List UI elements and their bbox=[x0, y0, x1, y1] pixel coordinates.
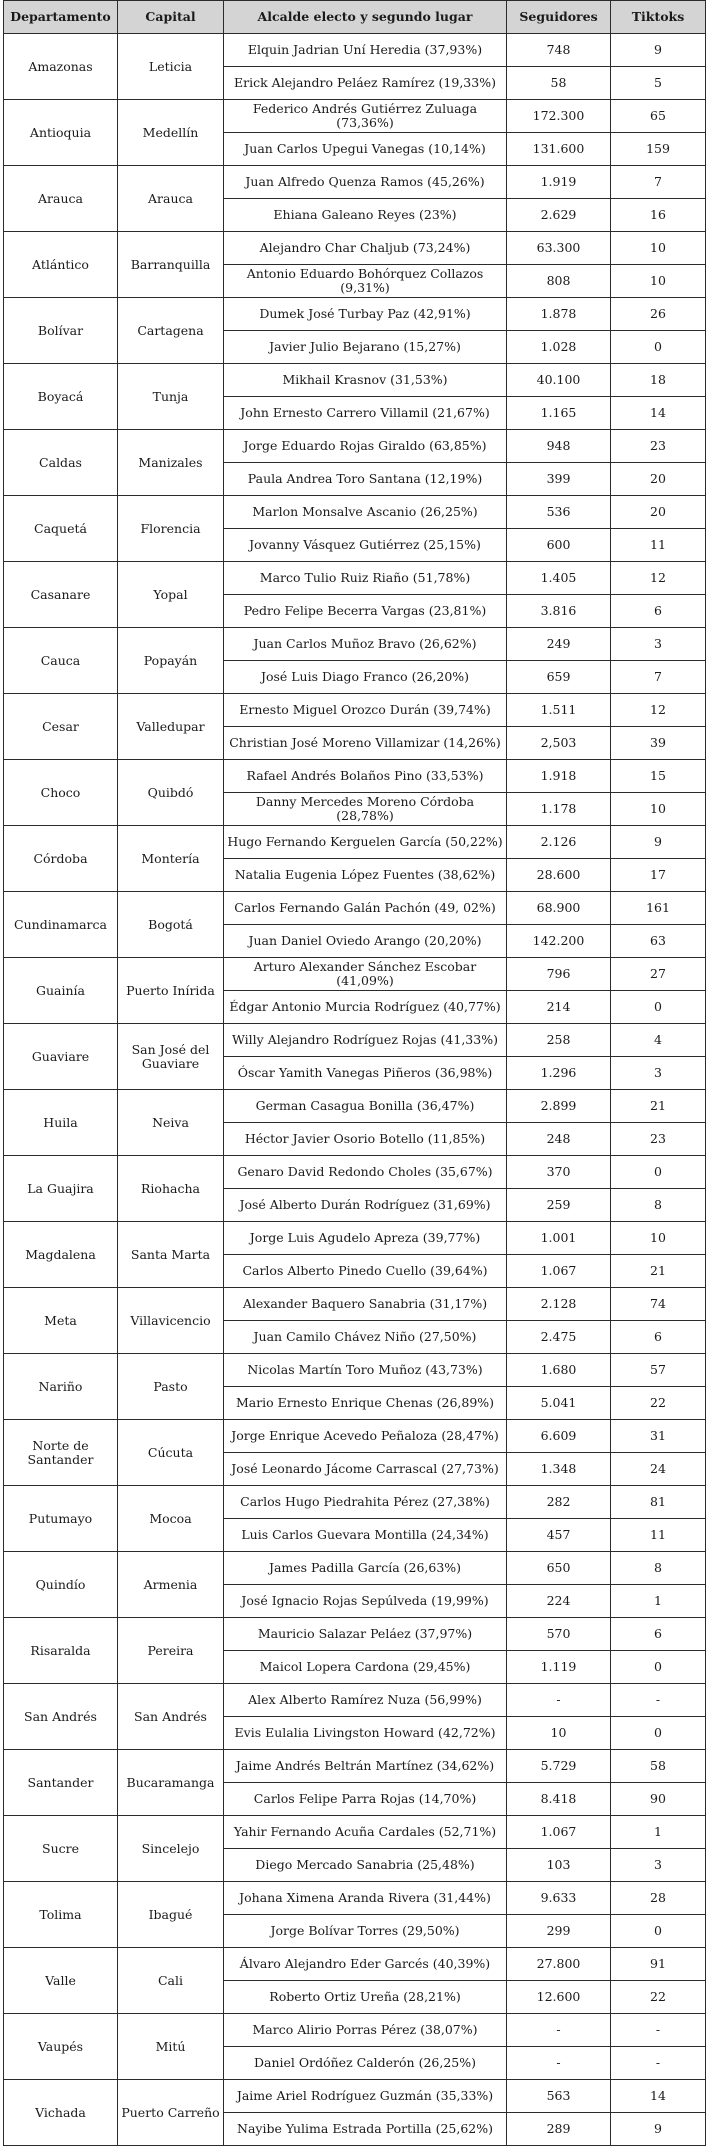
cell-seguidores: 2.899 bbox=[507, 1090, 611, 1123]
table-row bbox=[4, 1618, 706, 1651]
table-body bbox=[4, 34, 706, 2146]
cell-seguidores: 258 bbox=[507, 1024, 611, 1057]
cell-capital: San Andrés bbox=[118, 1684, 224, 1750]
cell-seguidores: 1.878 bbox=[507, 298, 611, 331]
cell-tiktoks: 21 bbox=[611, 1090, 706, 1123]
table-row bbox=[4, 1420, 706, 1453]
table-row bbox=[4, 298, 706, 331]
cell-tiktoks: 11 bbox=[611, 1519, 706, 1552]
cell-candidato: Juan Carlos Upegui Vanegas (10,14%) bbox=[224, 133, 507, 166]
cell-candidato: James Padilla García (26,63%) bbox=[224, 1552, 507, 1585]
cell-seguidores: 3.816 bbox=[507, 595, 611, 628]
cell-departamento: Caldas bbox=[4, 430, 118, 496]
cell-seguidores: 1.067 bbox=[507, 1255, 611, 1288]
cell-seguidores: 5.041 bbox=[507, 1387, 611, 1420]
cell-candidato: Jovanny Vásquez Gutiérrez (25,15%) bbox=[224, 529, 507, 562]
cell-candidato: Juan Camilo Chávez Niño (27,50%) bbox=[224, 1321, 507, 1354]
cell-capital: Mocoa bbox=[118, 1486, 224, 1552]
table-row bbox=[4, 1288, 706, 1321]
cell-capital: Yopal bbox=[118, 562, 224, 628]
cell-departamento: Antioquia bbox=[4, 100, 118, 166]
header-seguidores: Seguidores bbox=[507, 1, 611, 34]
table-row bbox=[4, 1222, 706, 1255]
cell-candidato: Alejandro Char Chaljub (73,24%) bbox=[224, 232, 507, 265]
cell-tiktoks: - bbox=[611, 1684, 706, 1717]
cell-capital: Neiva bbox=[118, 1090, 224, 1156]
cell-departamento: Caquetá bbox=[4, 496, 118, 562]
cell-seguidores: 1.165 bbox=[507, 397, 611, 430]
cell-candidato: Juan Daniel Oviedo Arango (20,20%) bbox=[224, 925, 507, 958]
cell-candidato: Nicolas Martín Toro Muñoz (43,73%) bbox=[224, 1354, 507, 1387]
cell-tiktoks: 15 bbox=[611, 760, 706, 793]
cell-seguidores: 808 bbox=[507, 265, 611, 298]
cell-capital: Cúcuta bbox=[118, 1420, 224, 1486]
cell-candidato: Carlos Hugo Piedrahita Pérez (27,38%) bbox=[224, 1486, 507, 1519]
cell-seguidores: 10 bbox=[507, 1717, 611, 1750]
cell-candidato: Mikhail Krasnov (31,53%) bbox=[224, 364, 507, 397]
cell-seguidores: 600 bbox=[507, 529, 611, 562]
cell-candidato: Pedro Felipe Becerra Vargas (23,81%) bbox=[224, 595, 507, 628]
cell-seguidores: 6.609 bbox=[507, 1420, 611, 1453]
cell-seguidores: 12.600 bbox=[507, 1981, 611, 2014]
cell-departamento: La Guajira bbox=[4, 1156, 118, 1222]
cell-capital: Barranquilla bbox=[118, 232, 224, 298]
cell-tiktoks: 31 bbox=[611, 1420, 706, 1453]
cell-seguidores: 1.680 bbox=[507, 1354, 611, 1387]
cell-seguidores: 2.475 bbox=[507, 1321, 611, 1354]
cell-candidato: Arturo Alexander Sánchez Escobar (41,09%) bbox=[224, 958, 507, 991]
cell-capital: Sincelejo bbox=[118, 1816, 224, 1882]
cell-candidato: Jaime Andrés Beltrán Martínez (34,62%) bbox=[224, 1750, 507, 1783]
cell-seguidores: - bbox=[507, 1684, 611, 1717]
cell-seguidores: 570 bbox=[507, 1618, 611, 1651]
cell-candidato: German Casagua Bonilla (36,47%) bbox=[224, 1090, 507, 1123]
cell-candidato: Juan Carlos Muñoz Bravo (26,62%) bbox=[224, 628, 507, 661]
cell-seguidores: 2.126 bbox=[507, 826, 611, 859]
cell-candidato: Nayibe Yulima Estrada Portilla (25,62%) bbox=[224, 2113, 507, 2146]
cell-candidato: Carlos Fernando Galán Pachón (49, 02%) bbox=[224, 892, 507, 925]
table-row bbox=[4, 1750, 706, 1783]
table-row bbox=[4, 232, 706, 265]
cell-seguidores: 2.128 bbox=[507, 1288, 611, 1321]
cell-seguidores: - bbox=[507, 2014, 611, 2047]
cell-seguidores: 399 bbox=[507, 463, 611, 496]
cell-departamento: Tolima bbox=[4, 1882, 118, 1948]
cell-candidato: Álvaro Alejandro Eder Garcés (40,39%) bbox=[224, 1948, 507, 1981]
cell-candidato: Marlon Monsalve Ascanio (26,25%) bbox=[224, 496, 507, 529]
cell-seguidores: 1.919 bbox=[507, 166, 611, 199]
cell-tiktoks: 9 bbox=[611, 826, 706, 859]
cell-seguidores: 289 bbox=[507, 2113, 611, 2146]
cell-tiktoks: 0 bbox=[611, 991, 706, 1024]
cell-seguidores: 563 bbox=[507, 2080, 611, 2113]
cell-seguidores: 1.511 bbox=[507, 694, 611, 727]
table-row bbox=[4, 2080, 706, 2113]
cell-candidato: Federico Andrés Gutiérrez Zuluaga (73,36%) bbox=[224, 100, 507, 133]
cell-seguidores: 172.300 bbox=[507, 100, 611, 133]
cell-tiktoks: 6 bbox=[611, 1618, 706, 1651]
cell-tiktoks: 4 bbox=[611, 1024, 706, 1057]
table-row bbox=[4, 1882, 706, 1915]
cell-departamento: Nariño bbox=[4, 1354, 118, 1420]
cell-candidato: Ehiana Galeano Reyes (23%) bbox=[224, 199, 507, 232]
table-row bbox=[4, 1684, 706, 1717]
cell-capital: Bogotá bbox=[118, 892, 224, 958]
cell-tiktoks: 20 bbox=[611, 463, 706, 496]
cell-seguidores: 370 bbox=[507, 1156, 611, 1189]
cell-tiktoks: 12 bbox=[611, 562, 706, 595]
cell-seguidores: 249 bbox=[507, 628, 611, 661]
cell-capital: Pasto bbox=[118, 1354, 224, 1420]
cell-tiktoks: 5 bbox=[611, 67, 706, 100]
cell-tiktoks: 11 bbox=[611, 529, 706, 562]
cell-tiktoks: 159 bbox=[611, 133, 706, 166]
cell-candidato: Genaro David Redondo Choles (35,67%) bbox=[224, 1156, 507, 1189]
cell-tiktoks: 23 bbox=[611, 1123, 706, 1156]
cell-seguidores: 142.200 bbox=[507, 925, 611, 958]
cell-departamento: Boyacá bbox=[4, 364, 118, 430]
table-row bbox=[4, 892, 706, 925]
cell-tiktoks: 3 bbox=[611, 628, 706, 661]
table-row bbox=[4, 958, 706, 991]
header-alcalde: Alcalde electo y segundo lugar bbox=[224, 1, 507, 34]
cell-candidato: José Ignacio Rojas Sepúlveda (19,99%) bbox=[224, 1585, 507, 1618]
cell-candidato: José Alberto Durán Rodríguez (31,69%) bbox=[224, 1189, 507, 1222]
cell-capital: Ibagué bbox=[118, 1882, 224, 1948]
cell-tiktoks: 58 bbox=[611, 1750, 706, 1783]
cell-departamento: San Andrés bbox=[4, 1684, 118, 1750]
cell-departamento: Santander bbox=[4, 1750, 118, 1816]
cell-seguidores: 27.800 bbox=[507, 1948, 611, 1981]
cell-tiktoks: 90 bbox=[611, 1783, 706, 1816]
cell-departamento: Arauca bbox=[4, 166, 118, 232]
table-row bbox=[4, 1552, 706, 1585]
cell-seguidores: 131.600 bbox=[507, 133, 611, 166]
cell-seguidores: 9.633 bbox=[507, 1882, 611, 1915]
cell-candidato: Héctor Javier Osorio Botello (11,85%) bbox=[224, 1123, 507, 1156]
cell-candidato: Christian José Moreno Villamizar (14,26%) bbox=[224, 727, 507, 760]
cell-seguidores: 1.918 bbox=[507, 760, 611, 793]
table-row bbox=[4, 34, 706, 67]
cell-candidato: Johana Ximena Aranda Rivera (31,44%) bbox=[224, 1882, 507, 1915]
cell-capital: Puerto Carreño bbox=[118, 2080, 224, 2146]
cell-seguidores: 214 bbox=[507, 991, 611, 1024]
cell-departamento: Bolívar bbox=[4, 298, 118, 364]
cell-departamento: Cauca bbox=[4, 628, 118, 694]
header-departamento: Departamento bbox=[4, 1, 118, 34]
cell-seguidores: 8.418 bbox=[507, 1783, 611, 1816]
cell-tiktoks: 23 bbox=[611, 430, 706, 463]
table-row bbox=[4, 826, 706, 859]
cell-capital: Riohacha bbox=[118, 1156, 224, 1222]
cell-tiktoks: 161 bbox=[611, 892, 706, 925]
cell-candidato: Juan Alfredo Quenza Ramos (45,26%) bbox=[224, 166, 507, 199]
table-row bbox=[4, 694, 706, 727]
cell-candidato: Jaime Ariel Rodríguez Guzmán (35,33%) bbox=[224, 2080, 507, 2113]
cell-departamento: Cesar bbox=[4, 694, 118, 760]
table-row bbox=[4, 1948, 706, 1981]
cell-candidato: Dumek José Turbay Paz (42,91%) bbox=[224, 298, 507, 331]
cell-seguidores: 68.900 bbox=[507, 892, 611, 925]
table-row bbox=[4, 496, 706, 529]
cell-seguidores: 40.100 bbox=[507, 364, 611, 397]
cell-candidato: Yahir Fernando Acuña Cardales (52,71%) bbox=[224, 1816, 507, 1849]
cell-tiktoks: 39 bbox=[611, 727, 706, 760]
cell-capital: Montería bbox=[118, 826, 224, 892]
cell-tiktoks: 27 bbox=[611, 958, 706, 991]
cell-candidato: John Ernesto Carrero Villamil (21,67%) bbox=[224, 397, 507, 430]
cell-capital: Leticia bbox=[118, 34, 224, 100]
cell-capital: Santa Marta bbox=[118, 1222, 224, 1288]
table-row bbox=[4, 364, 706, 397]
cell-candidato: José Luis Diago Franco (26,20%) bbox=[224, 661, 507, 694]
cell-candidato: Danny Mercedes Moreno Córdoba (28,78%) bbox=[224, 793, 507, 826]
cell-seguidores: 1.348 bbox=[507, 1453, 611, 1486]
cell-departamento: Quindío bbox=[4, 1552, 118, 1618]
cell-tiktoks: 1 bbox=[611, 1585, 706, 1618]
cell-tiktoks: 65 bbox=[611, 100, 706, 133]
cell-departamento: Huila bbox=[4, 1090, 118, 1156]
cell-tiktoks: 57 bbox=[611, 1354, 706, 1387]
cell-departamento: Magdalena bbox=[4, 1222, 118, 1288]
cell-seguidores: 748 bbox=[507, 34, 611, 67]
cell-seguidores: 1.178 bbox=[507, 793, 611, 826]
cell-seguidores: 299 bbox=[507, 1915, 611, 1948]
cell-seguidores: 28.600 bbox=[507, 859, 611, 892]
cell-departamento: Guaviare bbox=[4, 1024, 118, 1090]
table-row bbox=[4, 100, 706, 133]
cell-tiktoks: 14 bbox=[611, 2080, 706, 2113]
cell-candidato: Diego Mercado Sanabria (25,48%) bbox=[224, 1849, 507, 1882]
cell-candidato: Óscar Yamith Vanegas Piñeros (36,98%) bbox=[224, 1057, 507, 1090]
cell-tiktoks: 74 bbox=[611, 1288, 706, 1321]
cell-seguidores: 103 bbox=[507, 1849, 611, 1882]
cell-seguidores: 1.296 bbox=[507, 1057, 611, 1090]
cell-candidato: Paula Andrea Toro Santana (12,19%) bbox=[224, 463, 507, 496]
cell-seguidores: 457 bbox=[507, 1519, 611, 1552]
cell-candidato: Willy Alejandro Rodríguez Rojas (41,33%) bbox=[224, 1024, 507, 1057]
cell-departamento: Risaralda bbox=[4, 1618, 118, 1684]
cell-candidato: Mauricio Salazar Peláez (37,97%) bbox=[224, 1618, 507, 1651]
cell-capital: Popayán bbox=[118, 628, 224, 694]
cell-tiktoks: 21 bbox=[611, 1255, 706, 1288]
cell-tiktoks: 26 bbox=[611, 298, 706, 331]
cell-capital: Medellín bbox=[118, 100, 224, 166]
cell-candidato: Jorge Enrique Acevedo Peñaloza (28,47%) bbox=[224, 1420, 507, 1453]
cell-tiktoks: 24 bbox=[611, 1453, 706, 1486]
cell-tiktoks: 22 bbox=[611, 1387, 706, 1420]
cell-tiktoks: 7 bbox=[611, 166, 706, 199]
cell-candidato: Jorge Eduardo Rojas Giraldo (63,85%) bbox=[224, 430, 507, 463]
cell-capital: Armenia bbox=[118, 1552, 224, 1618]
cell-capital: Cartagena bbox=[118, 298, 224, 364]
cell-tiktoks: 28 bbox=[611, 1882, 706, 1915]
cell-tiktoks: 8 bbox=[611, 1189, 706, 1222]
table-row bbox=[4, 562, 706, 595]
cell-capital: San José del Guaviare bbox=[118, 1024, 224, 1090]
cell-candidato: Daniel Ordóñez Calderón (26,25%) bbox=[224, 2047, 507, 2080]
cell-tiktoks: 63 bbox=[611, 925, 706, 958]
cell-candidato: José Leonardo Jácome Carrascal (27,73%) bbox=[224, 1453, 507, 1486]
cell-seguidores: 948 bbox=[507, 430, 611, 463]
cell-seguidores: 2.629 bbox=[507, 199, 611, 232]
cell-tiktoks: 0 bbox=[611, 1156, 706, 1189]
cell-candidato: Evis Eulalia Livingston Howard (42,72%) bbox=[224, 1717, 507, 1750]
table-row bbox=[4, 1090, 706, 1123]
cell-candidato: Jorge Luis Agudelo Apreza (39,77%) bbox=[224, 1222, 507, 1255]
cell-tiktoks: 6 bbox=[611, 595, 706, 628]
cell-candidato: Antonio Eduardo Bohórquez Collazos (9,31%) bbox=[224, 265, 507, 298]
cell-seguidores: 2,503 bbox=[507, 727, 611, 760]
cell-tiktoks: 8 bbox=[611, 1552, 706, 1585]
cell-tiktoks: 10 bbox=[611, 232, 706, 265]
cell-candidato: Luis Carlos Guevara Montilla (24,34%) bbox=[224, 1519, 507, 1552]
cell-tiktoks: 16 bbox=[611, 199, 706, 232]
cell-candidato: Erick Alejandro Peláez Ramírez (19,33%) bbox=[224, 67, 507, 100]
cell-candidato: Jorge Bolívar Torres (29,50%) bbox=[224, 1915, 507, 1948]
cell-candidato: Javier Julio Bejarano (15,27%) bbox=[224, 331, 507, 364]
cell-seguidores: 1.028 bbox=[507, 331, 611, 364]
cell-seguidores: 650 bbox=[507, 1552, 611, 1585]
cell-candidato: Carlos Felipe Parra Rojas (14,70%) bbox=[224, 1783, 507, 1816]
table-row bbox=[4, 628, 706, 661]
cell-seguidores: 5.729 bbox=[507, 1750, 611, 1783]
cell-capital: Quibdó bbox=[118, 760, 224, 826]
cell-tiktoks: - bbox=[611, 2047, 706, 2080]
cell-capital: Pereira bbox=[118, 1618, 224, 1684]
cell-seguidores: 259 bbox=[507, 1189, 611, 1222]
cell-candidato: Mario Ernesto Enrique Chenas (26,89%) bbox=[224, 1387, 507, 1420]
cell-seguidores: 1.001 bbox=[507, 1222, 611, 1255]
cell-candidato: Ernesto Miguel Orozco Durán (39,74%) bbox=[224, 694, 507, 727]
cell-seguidores: 63.300 bbox=[507, 232, 611, 265]
cell-candidato: Elquin Jadrian Uní Heredia (37,93%) bbox=[224, 34, 507, 67]
cell-tiktoks: 17 bbox=[611, 859, 706, 892]
results-table bbox=[3, 0, 706, 2146]
cell-candidato: Carlos Alberto Pinedo Cuello (39,64%) bbox=[224, 1255, 507, 1288]
cell-departamento: Valle bbox=[4, 1948, 118, 2014]
cell-capital: Tunja bbox=[118, 364, 224, 430]
cell-tiktoks: 0 bbox=[611, 1651, 706, 1684]
cell-seguidores: 224 bbox=[507, 1585, 611, 1618]
cell-seguidores: 1.405 bbox=[507, 562, 611, 595]
header-tiktoks: Tiktoks bbox=[611, 1, 706, 34]
cell-tiktoks: 10 bbox=[611, 265, 706, 298]
cell-departamento: Vichada bbox=[4, 2080, 118, 2146]
cell-departamento: Casanare bbox=[4, 562, 118, 628]
cell-candidato: Marco Alirio Porras Pérez (38,07%) bbox=[224, 2014, 507, 2047]
cell-capital: Villavicencio bbox=[118, 1288, 224, 1354]
cell-seguidores: 282 bbox=[507, 1486, 611, 1519]
cell-candidato: Édgar Antonio Murcia Rodríguez (40,77%) bbox=[224, 991, 507, 1024]
table-row bbox=[4, 1024, 706, 1057]
cell-candidato: Maicol Lopera Cardona (29,45%) bbox=[224, 1651, 507, 1684]
cell-departamento: Córdoba bbox=[4, 826, 118, 892]
cell-tiktoks: 6 bbox=[611, 1321, 706, 1354]
cell-departamento: Vaupés bbox=[4, 2014, 118, 2080]
table-row bbox=[4, 1486, 706, 1519]
cell-tiktoks: 20 bbox=[611, 496, 706, 529]
cell-tiktoks: 0 bbox=[611, 1915, 706, 1948]
cell-capital: Valledupar bbox=[118, 694, 224, 760]
cell-tiktoks: 81 bbox=[611, 1486, 706, 1519]
cell-capital: Arauca bbox=[118, 166, 224, 232]
cell-departamento: Choco bbox=[4, 760, 118, 826]
cell-departamento: Atlántico bbox=[4, 232, 118, 298]
cell-candidato: Natalia Eugenia López Fuentes (38,62%) bbox=[224, 859, 507, 892]
cell-seguidores: 58 bbox=[507, 67, 611, 100]
cell-tiktoks: 10 bbox=[611, 793, 706, 826]
cell-candidato: Rafael Andrés Bolaños Pino (33,53%) bbox=[224, 760, 507, 793]
cell-tiktoks: 3 bbox=[611, 1849, 706, 1882]
cell-tiktoks: 9 bbox=[611, 2113, 706, 2146]
cell-tiktoks: 91 bbox=[611, 1948, 706, 1981]
table-row bbox=[4, 1354, 706, 1387]
cell-departamento: Amazonas bbox=[4, 34, 118, 100]
table-row bbox=[4, 2014, 706, 2047]
cell-seguidores: 248 bbox=[507, 1123, 611, 1156]
cell-capital: Florencia bbox=[118, 496, 224, 562]
table-row bbox=[4, 166, 706, 199]
table-row bbox=[4, 760, 706, 793]
cell-departamento: Guainía bbox=[4, 958, 118, 1024]
cell-candidato: Hugo Fernando Kerguelen García (50,22%) bbox=[224, 826, 507, 859]
cell-tiktoks: 14 bbox=[611, 397, 706, 430]
cell-capital: Cali bbox=[118, 1948, 224, 2014]
cell-tiktoks: 3 bbox=[611, 1057, 706, 1090]
cell-departamento: Norte de Santander bbox=[4, 1420, 118, 1486]
cell-tiktoks: 0 bbox=[611, 331, 706, 364]
header-capital: Capital bbox=[118, 1, 224, 34]
table-header bbox=[4, 1, 706, 34]
table-row bbox=[4, 1816, 706, 1849]
cell-departamento: Meta bbox=[4, 1288, 118, 1354]
cell-tiktoks: 7 bbox=[611, 661, 706, 694]
cell-tiktoks: 0 bbox=[611, 1717, 706, 1750]
cell-tiktoks: 18 bbox=[611, 364, 706, 397]
cell-seguidores: 659 bbox=[507, 661, 611, 694]
cell-capital: Manizales bbox=[118, 430, 224, 496]
cell-tiktoks: 12 bbox=[611, 694, 706, 727]
cell-departamento: Cundinamarca bbox=[4, 892, 118, 958]
cell-capital: Puerto Inírida bbox=[118, 958, 224, 1024]
cell-capital: Bucaramanga bbox=[118, 1750, 224, 1816]
cell-departamento: Putumayo bbox=[4, 1486, 118, 1552]
cell-tiktoks: 22 bbox=[611, 1981, 706, 2014]
cell-departamento: Sucre bbox=[4, 1816, 118, 1882]
cell-seguidores: 536 bbox=[507, 496, 611, 529]
table-row bbox=[4, 430, 706, 463]
cell-candidato: Marco Tulio Ruiz Riaño (51,78%) bbox=[224, 562, 507, 595]
cell-candidato: Roberto Ortiz Ureña (28,21%) bbox=[224, 1981, 507, 2014]
table-row bbox=[4, 1156, 706, 1189]
cell-tiktoks: 9 bbox=[611, 34, 706, 67]
cell-seguidores: 1.067 bbox=[507, 1816, 611, 1849]
cell-tiktoks: - bbox=[611, 2014, 706, 2047]
cell-tiktoks: 10 bbox=[611, 1222, 706, 1255]
cell-seguidores: 1.119 bbox=[507, 1651, 611, 1684]
cell-seguidores: 796 bbox=[507, 958, 611, 991]
cell-candidato: Alexander Baquero Sanabria (31,17%) bbox=[224, 1288, 507, 1321]
cell-capital: Mitú bbox=[118, 2014, 224, 2080]
cell-candidato: Alex Alberto Ramírez Nuza (56,99%) bbox=[224, 1684, 507, 1717]
cell-seguidores: - bbox=[507, 2047, 611, 2080]
cell-tiktoks: 1 bbox=[611, 1816, 706, 1849]
